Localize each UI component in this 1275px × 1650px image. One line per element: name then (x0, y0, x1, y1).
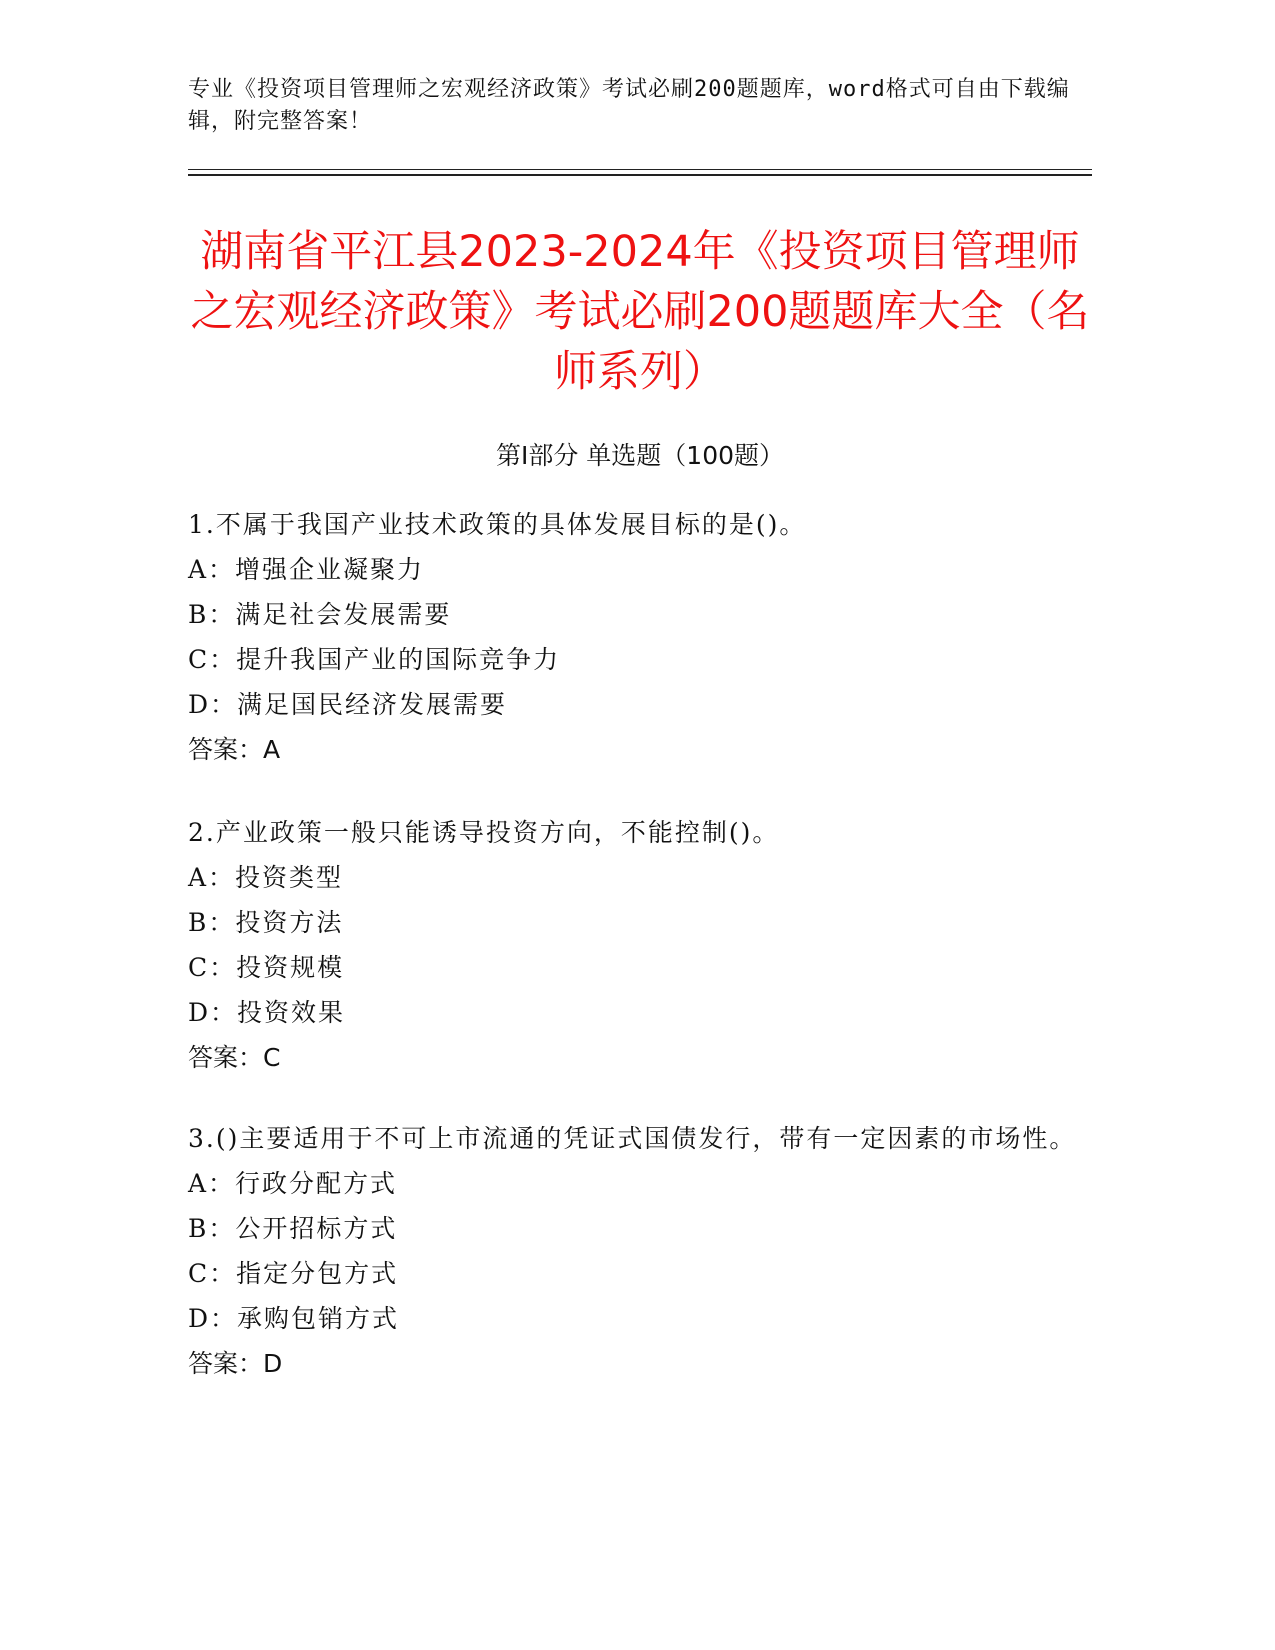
option-b: B：投资方法 (188, 908, 344, 937)
header-rule-bottom (188, 174, 1092, 176)
section-heading: 第Ⅰ部分 单选题（100题） (495, 441, 785, 470)
option-c: C：投资规模 (188, 953, 345, 982)
option-b: B：公开招标方式 (188, 1214, 398, 1243)
question-stem: 1.不属于我国产业技术政策的具体发展目标的是()。 (188, 510, 807, 539)
option-a: A：增强企业凝聚力 (188, 555, 425, 584)
option-a: A：行政分配方式 (188, 1169, 398, 1198)
option-d: D：满足国民经济发展需要 (188, 690, 508, 719)
header-rule-top (188, 169, 1092, 170)
question-1 (188, 502, 1088, 772)
option-a: A：投资类型 (188, 863, 344, 892)
question-2 (188, 810, 1088, 1080)
answer: 答案：C (188, 1043, 281, 1072)
option-c: C：指定分包方式 (188, 1259, 399, 1288)
question-stem: 2.产业政策一般只能诱导投资方向，不能控制()。 (188, 818, 780, 847)
option-b: B：满足社会发展需要 (188, 600, 452, 629)
answer: 答案：A (188, 735, 281, 764)
question-3 (188, 1116, 1088, 1386)
header-note: 专业《投资项目管理师之宏观经济政策》考试必刷200题题库，word格式可自由下载编辑，附完整答案！ (188, 77, 1070, 134)
question-stem: 3.()主要适用于不可上市流通的凭证式国债发行，带有一定因素的市场性。 (188, 1124, 1077, 1153)
answer: 答案：D (188, 1349, 283, 1378)
option-d: D：承购包销方式 (188, 1304, 400, 1333)
option-d: D：投资效果 (188, 998, 346, 1027)
option-c: C：提升我国产业的国际竞争力 (188, 645, 561, 674)
document-title: 湖南省平江县2023-2024年《投资项目管理师之宏观经济政策》考试必刷200题题库大全（名师系列） (190, 227, 1090, 397)
